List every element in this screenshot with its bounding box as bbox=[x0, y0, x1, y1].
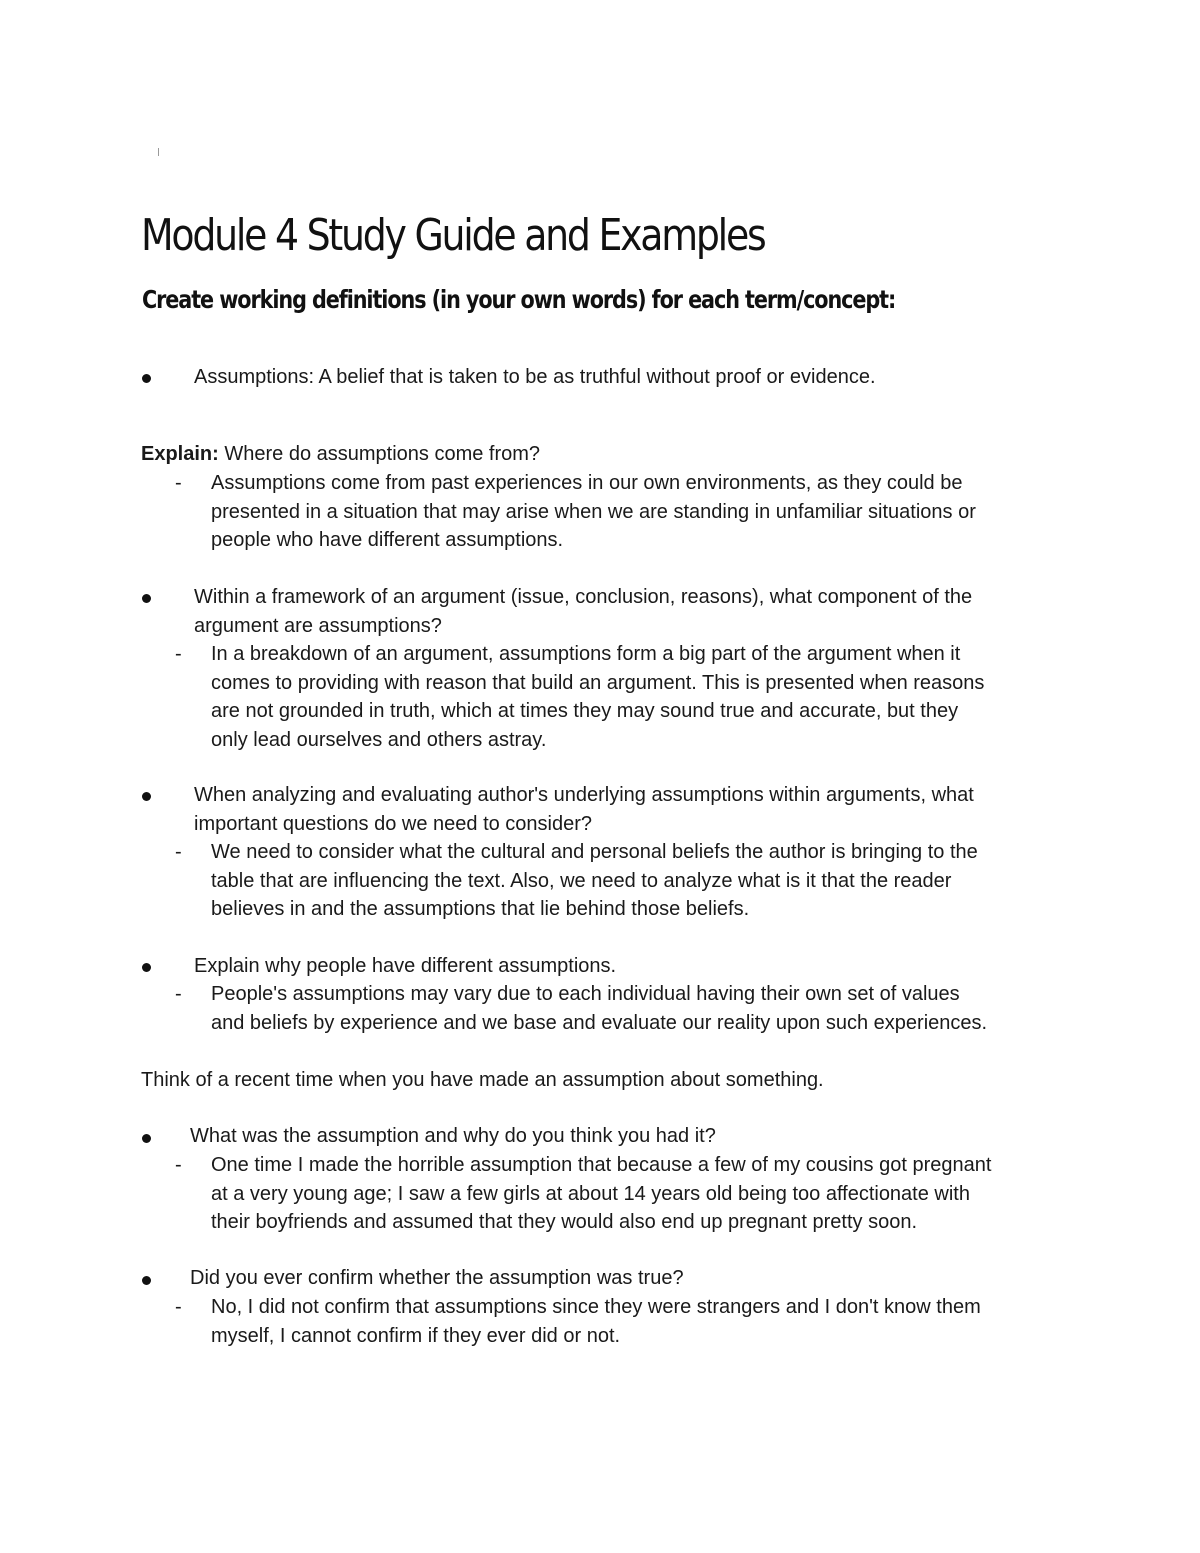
q3-answer bbox=[211, 838, 978, 924]
answer-line: Assumptions come from past experiences in our own environments, as they could be bbox=[211, 472, 963, 494]
q5-answer bbox=[211, 1151, 991, 1237]
dash-marker: - bbox=[175, 472, 182, 494]
dash-marker: - bbox=[175, 1154, 182, 1176]
margin-mark bbox=[158, 148, 159, 156]
q3-question bbox=[194, 781, 974, 838]
q6-answer bbox=[211, 1293, 981, 1350]
q4-question bbox=[194, 952, 616, 981]
answer-line: their boyfriends and assumed that they would also end up pregnant pretty soon. bbox=[211, 1211, 918, 1234]
bullet-icon bbox=[142, 1276, 151, 1285]
answer-line: and beliefs by experience and we base and evaluate our reality upon such experiences. bbox=[211, 1011, 988, 1034]
answer-line: presented in a situation that may arise when we are standing in unfamiliar situations or bbox=[211, 500, 976, 523]
dash-marker: - bbox=[175, 841, 182, 863]
answer-line: believes in and the assumptions that lie behind those beliefs. bbox=[211, 898, 750, 921]
answer-line: In a breakdown of an argument, assumptions form a big part of the argument when it bbox=[211, 643, 961, 665]
bullet-icon bbox=[142, 374, 151, 383]
question-line: When analyzing and evaluating author's underlying assumptions within arguments, what bbox=[194, 784, 974, 806]
q4-answer bbox=[211, 980, 987, 1037]
answer-line: only lead ourselves and others astray. bbox=[211, 728, 547, 751]
q5-question bbox=[190, 1122, 716, 1151]
q2-question bbox=[194, 583, 972, 640]
dash-marker: - bbox=[175, 983, 182, 1005]
question-line: important questions do we need to consider? bbox=[194, 812, 593, 835]
question-line: argument are assumptions? bbox=[194, 614, 442, 637]
answer-line: table that are influencing the text. Also, we need to analyze what is it that the reader bbox=[211, 869, 952, 892]
answer-line: People's assumptions may vary due to each individual having their own set of values bbox=[211, 983, 960, 1005]
dash-marker: - bbox=[175, 1296, 182, 1318]
page-subtitle: Create working definitions (in your own words) for each term/concept: bbox=[142, 285, 896, 314]
explain-question bbox=[141, 440, 540, 469]
answer-line: We need to consider what the cultural and personal beliefs the author is bringing to the bbox=[211, 841, 978, 863]
answer-line: myself, I cannot confirm if they ever did or not. bbox=[211, 1324, 621, 1347]
explain-answer bbox=[211, 469, 976, 555]
question-line: Within a framework of an argument (issue, conclusion, reasons), what component of the bbox=[194, 586, 973, 608]
explain-question-text: Where do assumptions come from? bbox=[218, 443, 541, 465]
q1-text: Assumptions: A belief that is taken to be as truthful without proof or evidence. bbox=[194, 366, 876, 388]
answer-line: are not grounded in truth, which at times they may sound true and accurate, but they bbox=[211, 700, 959, 723]
answer-line: One time I made the horrible assumption that because a few of my cousins got pregnant bbox=[211, 1154, 992, 1176]
dash-marker: - bbox=[175, 643, 182, 665]
bullet-icon bbox=[142, 594, 151, 603]
explain-label: Explain: bbox=[141, 443, 219, 465]
answer-line: No, I did not confirm that assumptions since they were strangers and I don't know them bbox=[211, 1296, 981, 1318]
bullet-icon bbox=[142, 1134, 151, 1143]
answer-line: people who have different assumptions. bbox=[211, 529, 564, 552]
q6-question bbox=[190, 1264, 684, 1293]
reflection-prompt: Think of a recent time when you have made an assumption about something. bbox=[141, 1069, 824, 1091]
question-line: What was the assumption and why do you think you had it? bbox=[190, 1125, 716, 1147]
bullet-icon bbox=[142, 792, 151, 801]
answer-line: at a very young age; I saw a few girls at about 14 years old being too affectionate with bbox=[211, 1182, 970, 1205]
bullet-icon bbox=[142, 963, 151, 972]
question-line: Did you ever confirm whether the assumption was true? bbox=[190, 1267, 684, 1289]
page-title: Module 4 Study Guide and Examples bbox=[141, 210, 765, 261]
answer-line: comes to providing with reason that build an argument. This is presented when reasons bbox=[211, 671, 985, 694]
question-line: Explain why people have different assumptions. bbox=[194, 955, 617, 977]
q2-answer bbox=[211, 640, 984, 754]
